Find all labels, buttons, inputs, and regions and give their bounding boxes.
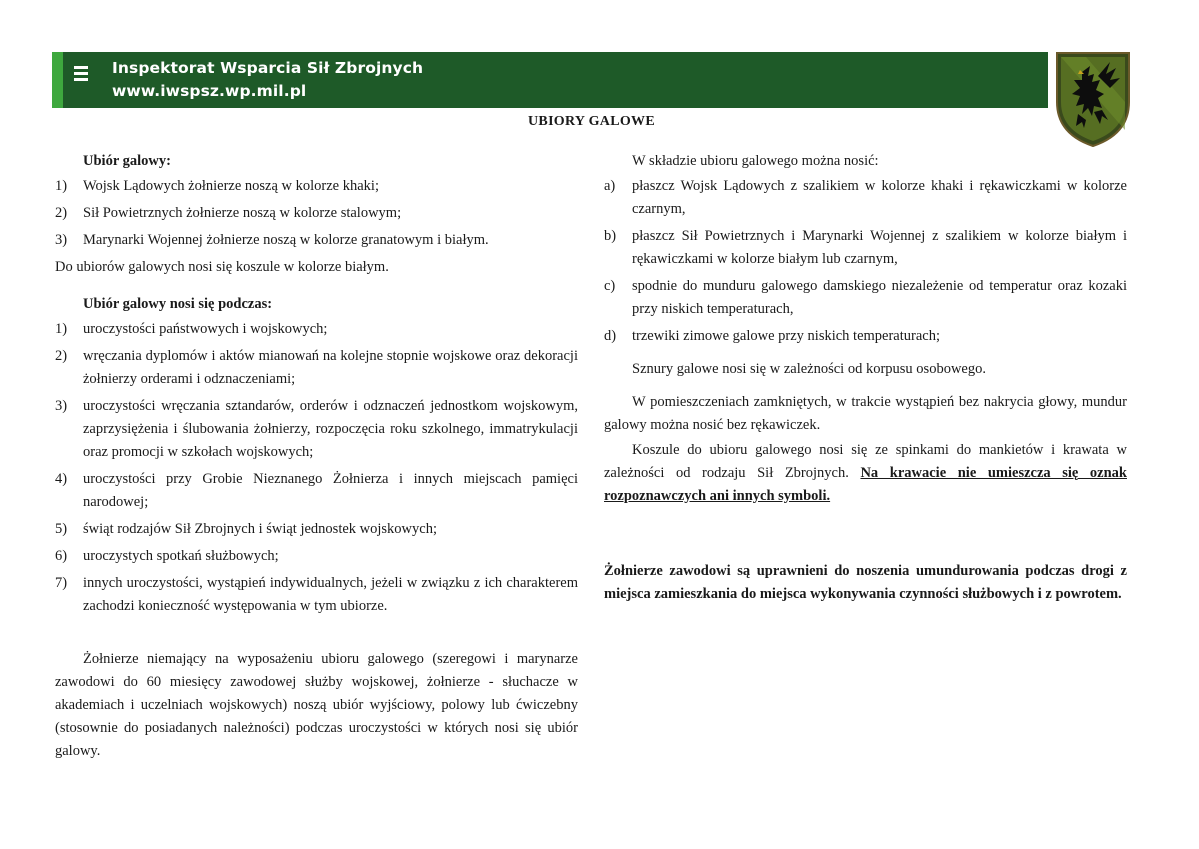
list-item-text: płaszcz Sił Powietrznych i Marynarki Wojennej z szalikiem w kolorze białym i rękawiczkami w kolorze białym lub czarnym, bbox=[632, 228, 1127, 267]
uniform-colors-list bbox=[55, 175, 578, 252]
list-item-text: uroczystości przy Grobie Nieznanego Żołnierza i innych miejscach pamięci narodowej; bbox=[83, 471, 578, 510]
list-marker: 6) bbox=[55, 548, 68, 564]
list-item bbox=[55, 318, 578, 341]
banner-accent-stripe bbox=[52, 52, 63, 108]
no-gala-uniform-paragraph: Żołnierze niemający na wyposażeniu ubioru galowego (szeregowi i marynarze zawodowi do 60 miesięcy zawodowej służby wojskowej, żołnierze - słuchacze w akademiach i uczelniach wojskowych) noszą ubiór wyjściowy, polowy lub ćwiczebny (stosownie do posiadanych należności) podczas uroczystości w których nosi się ubiór galowy. bbox=[55, 651, 578, 759]
menu-icon[interactable] bbox=[74, 66, 88, 80]
list-marker: 7) bbox=[55, 575, 68, 591]
list-item bbox=[604, 225, 1127, 271]
occasions-heading: Ubiór galowy nosi się podczas: bbox=[83, 296, 273, 312]
shirts-text: Koszule do ubioru galowego nosi się ze spinkami do mankietów i krawata w zależności od rodzaju Sił Zbrojnych. bbox=[604, 442, 1127, 481]
griffin-crest-icon bbox=[1054, 50, 1132, 148]
list-marker: 2) bbox=[55, 205, 68, 221]
list-item-text: uroczystych spotkań służbowych; bbox=[83, 548, 279, 564]
left-column bbox=[55, 150, 578, 763]
list-marker: 3) bbox=[55, 232, 68, 248]
list-marker: 1) bbox=[55, 178, 68, 194]
list-item bbox=[55, 202, 578, 225]
list-item bbox=[604, 325, 1127, 348]
list-marker: b) bbox=[604, 228, 617, 244]
list-item bbox=[55, 229, 578, 252]
list-item-text: płaszcz Wojsk Lądowych z szalikiem w kolorze khaki i rękawiczkami w kolorze czarnym, bbox=[632, 178, 1127, 217]
list-marker: a) bbox=[604, 178, 616, 194]
list-item bbox=[55, 345, 578, 391]
optional-items-intro: W składzie ubioru galowego można nosić: bbox=[632, 153, 879, 169]
list-marker: 1) bbox=[55, 321, 68, 337]
list-marker: 3) bbox=[55, 398, 68, 414]
list-marker: 4) bbox=[55, 471, 68, 487]
optional-items-list bbox=[604, 175, 1127, 348]
occasions-list bbox=[55, 318, 578, 618]
list-item bbox=[55, 468, 578, 514]
shirts-paragraph bbox=[604, 439, 1127, 508]
list-item bbox=[55, 518, 578, 541]
list-item bbox=[55, 545, 578, 568]
list-item-text: trzewiki zimowe galowe przy niskich temperaturach; bbox=[632, 328, 941, 344]
list-item-text: świąt rodzajów Sił Zbrojnych i świąt jednostek wojskowych; bbox=[83, 521, 437, 537]
list-item bbox=[604, 275, 1127, 321]
list-item-text: wręczania dyplomów i aktów mianowań na kolejne stopnie wojskowe oraz dekoracji żołnierzy orderami i odznaczeniami; bbox=[83, 348, 578, 387]
right-column bbox=[604, 150, 1127, 606]
list-item bbox=[55, 572, 578, 618]
gloves-paragraph: W pomieszczeniach zamkniętych, w trakcie wystąpień bez nakrycia głowy, mundur galowy można nosić bez rękawiczek. bbox=[604, 394, 1127, 433]
page-title: UBIORY GALOWE bbox=[528, 114, 655, 129]
cords-paragraph: Sznury galowe nosi się w zależności od korpusu osobowego. bbox=[632, 361, 986, 377]
shirts-note: Do ubiorów galowych nosi się koszule w kolorze białym. bbox=[55, 259, 389, 275]
org-name: Inspektorat Wsparcia Sił Zbrojnych bbox=[112, 59, 424, 77]
header-banner bbox=[52, 52, 1048, 108]
list-item bbox=[55, 175, 578, 198]
uniform-heading: Ubiór galowy: bbox=[83, 153, 171, 169]
list-marker: 5) bbox=[55, 521, 68, 537]
list-marker: d) bbox=[604, 328, 617, 344]
list-item-text: innych uroczystości, wystąpień indywidualnych, jeżeli w związku z ich charakterem zachodzi konieczność występowania w tym ubiorze. bbox=[83, 575, 578, 614]
list-item bbox=[55, 395, 578, 464]
commute-paragraph: Żołnierze zawodowi są uprawnieni do noszenia umundurowania podczas drogi z miejsca zamieszkania do miejsca wykonywania czynności służbowych i z powrotem. bbox=[604, 563, 1127, 602]
list-item-text: uroczystości wręczania sztandarów, orderów i odznaczeń jednostkom wojskowym, zaprzysiężenia i ślubowania żołnierzy, rozpoczęcia roku szkolnego, immatrykulacji oraz promocji w szkołach wojskowych; bbox=[83, 398, 578, 460]
org-url[interactable]: www.iwspsz.wp.mil.pl bbox=[112, 82, 307, 100]
tie-rule: Na krawacie nie umieszcza się oznak rozpoznawczych ani innych symboli. bbox=[604, 465, 1127, 504]
list-item-text: uroczystości państwowych i wojskowych; bbox=[83, 321, 328, 337]
list-item-text: Marynarki Wojennej żołnierze noszą w kolorze granatowym i białym. bbox=[83, 232, 489, 248]
list-marker: 2) bbox=[55, 348, 68, 364]
list-marker: c) bbox=[604, 278, 616, 294]
list-item-text: Sił Powietrznych żołnierze noszą w kolorze stalowym; bbox=[83, 205, 402, 221]
list-item-text: spodnie do munduru galowego damskiego niezależenie od temperatur oraz kozaki przy niskich temperaturach, bbox=[632, 278, 1127, 317]
list-item bbox=[604, 175, 1127, 221]
list-item-text: Wojsk Lądowych żołnierze noszą w kolorze khaki; bbox=[83, 178, 379, 194]
